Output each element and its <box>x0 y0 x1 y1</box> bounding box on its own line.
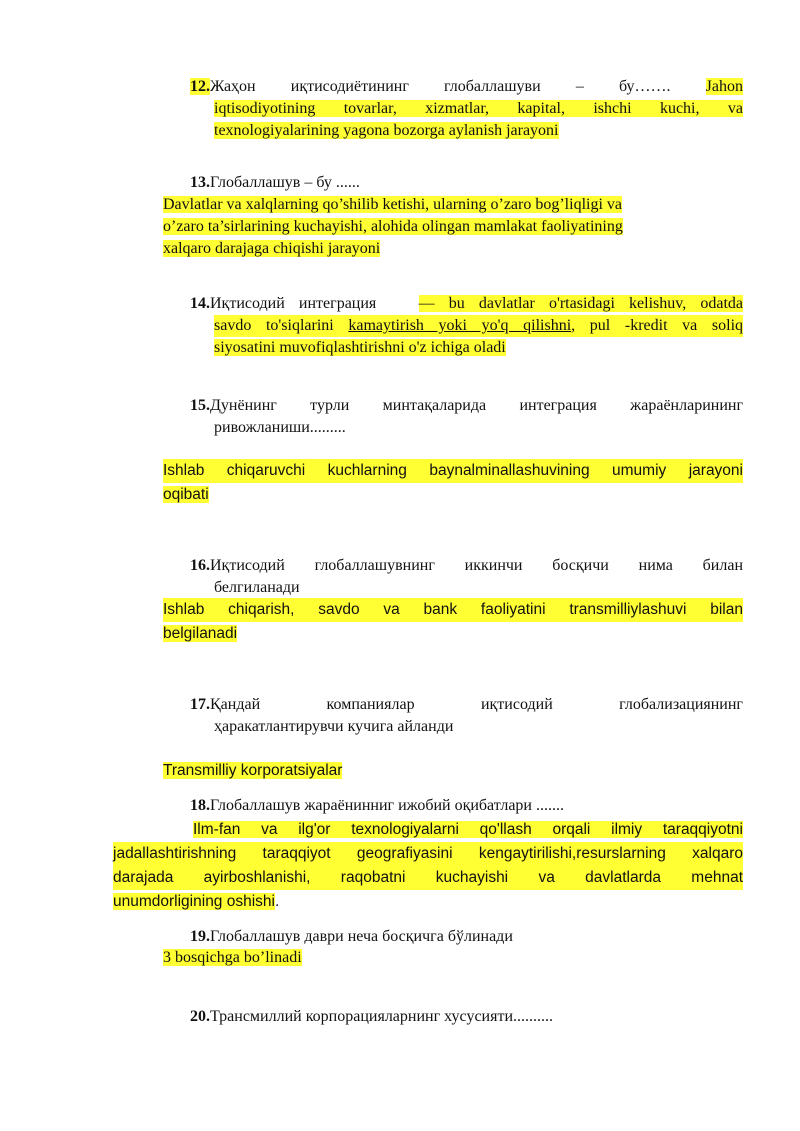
question-20 <box>190 1006 743 1028</box>
question-17-line-1 <box>190 694 743 716</box>
question-14 <box>190 293 743 359</box>
answer-line <box>163 598 743 622</box>
answer-text: Davlatlar va xalqlarning qo’shilib ketishi, ularning o’zaro bog’liqligi va <box>163 196 622 213</box>
answer-line <box>113 890 743 914</box>
answer-line <box>163 194 723 216</box>
answer-text: Ishlab chiqaruvchi kuchlarning baynalminallashuvining umumiy jarayoni <box>163 462 743 479</box>
answer-line <box>113 818 743 842</box>
answer-line <box>163 459 743 483</box>
question-12-line-2 <box>214 98 743 120</box>
question-number: 15. <box>190 397 210 414</box>
question-text: Иқтисодий интеграция <box>210 295 377 312</box>
question-number: 13. <box>190 174 210 191</box>
question-text: Глобаллашув – бу ...... <box>210 174 360 191</box>
question-number: 19. <box>190 928 210 945</box>
answer-line <box>163 216 723 238</box>
answer-text: Transmilliy korporatsiyalar <box>163 762 343 779</box>
question-text: белгиланади <box>214 579 300 596</box>
answer-line <box>113 842 743 866</box>
answer-19 <box>163 947 743 969</box>
question-text: Глобаллашув жараёнинниг ижобий оқибатлари ....... <box>210 797 564 814</box>
question-15-line-2 <box>214 417 743 439</box>
answer-line <box>163 238 723 260</box>
answer-text-tail: . <box>275 893 280 910</box>
question-12 <box>190 76 743 142</box>
answer-text: darajada ayirboshlanishi, raqobatni kuchayishi va davlatlarda mehnat <box>113 869 743 886</box>
question-text: Трансмиллий корпорацияларнинг хусусияти.......... <box>210 1008 554 1025</box>
question-17 <box>190 694 743 738</box>
question-number: 18. <box>190 797 210 814</box>
answer-16 <box>163 598 743 646</box>
question-text: Дунёнинг турли минтақаларида интеграция жараёнларининг <box>210 397 743 414</box>
answer-underlined-text: kamaytirish yoki yo'q qilishni <box>348 317 572 334</box>
question-number: 16. <box>190 557 210 574</box>
answer-text: Ishlab chiqarish, savdo va bank faoliyatini transmilliylashuvi bilan <box>163 601 743 618</box>
answer-text: siyosatini muvofiqlashtirishni o'z ichiga oladi <box>214 339 506 356</box>
answer-15 <box>163 459 743 507</box>
question-15-line-1 <box>190 395 743 417</box>
answer-text: — bu davlatlar o'rtasidagi kelishuv, odatda <box>418 295 744 312</box>
question-18 <box>190 795 743 817</box>
answer-text: oqibati <box>163 486 209 503</box>
answer-text: texnologiyalarining yagona bozorga aylanish jarayoni <box>214 122 559 139</box>
question-17-line-2 <box>214 716 743 738</box>
question-text: Қандай компаниялар иқтисодий глобализациянинг <box>210 696 743 713</box>
answer-line <box>113 866 743 890</box>
question-number: 17. <box>190 696 210 713</box>
question-13 <box>190 172 743 194</box>
answer-text: jadallashtirishning taraqqiyot geografiyasini kengaytirilishi,resurslarning xalqaro <box>113 845 743 862</box>
question-14-line-2 <box>214 315 743 337</box>
question-12-line-3 <box>214 120 743 142</box>
question-text: ҳаракатлантирувчи кучига айланди <box>214 718 454 735</box>
answer-13 <box>163 194 723 260</box>
answer-text: , pul -kredit va soliq <box>571 317 744 334</box>
answer-text: savdo to'siqlarini <box>214 317 334 334</box>
question-number: 14. <box>190 295 210 312</box>
question-number: 12. <box>190 78 210 95</box>
question-text: Жаҳон иқтисодиётининг глобаллашуви – бу……. <box>210 78 671 95</box>
question-text: Иқтисодий глобаллашувнинг иккинчи босқичи нима билан <box>210 557 743 574</box>
question-15 <box>190 395 743 439</box>
question-number: 20. <box>190 1008 210 1025</box>
answer-text: Ilm-fan va ilg'or texnologiyalarni qo'llash orqali ilmiy taraqqiyotni <box>193 821 743 838</box>
question-16-line-2 <box>214 577 743 599</box>
question-19 <box>190 926 743 948</box>
answer-text: unumdorligining oshishi <box>113 893 275 910</box>
answer-line <box>163 483 743 507</box>
question-16 <box>190 555 743 599</box>
answer-text: Jahon <box>705 78 743 95</box>
question-14-line-1 <box>190 293 743 315</box>
question-12-line-1 <box>190 76 743 98</box>
answer-text: 3 bosqichga bo’linadi <box>163 949 302 966</box>
question-text: Глобаллашув даври неча босқичга бўлинади <box>210 928 513 945</box>
answer-17 <box>163 759 743 783</box>
question-text: ривожланиши......... <box>214 419 346 436</box>
answer-text: belgilanadi <box>163 625 238 642</box>
question-16-line-1 <box>190 555 743 577</box>
answer-line <box>163 622 743 646</box>
question-14-line-3 <box>214 337 743 359</box>
answer-text: iqtisodiyotining tovarlar, xizmatlar, kapital, ishchi kuchi, va <box>214 100 743 117</box>
answer-18 <box>113 818 743 914</box>
answer-text: xalqaro darajaga chiqishi jarayoni <box>163 240 381 257</box>
answer-text: o’zaro ta’sirlarining kuchayishi, alohida olingan mamlakat faoliyatining <box>163 218 623 235</box>
